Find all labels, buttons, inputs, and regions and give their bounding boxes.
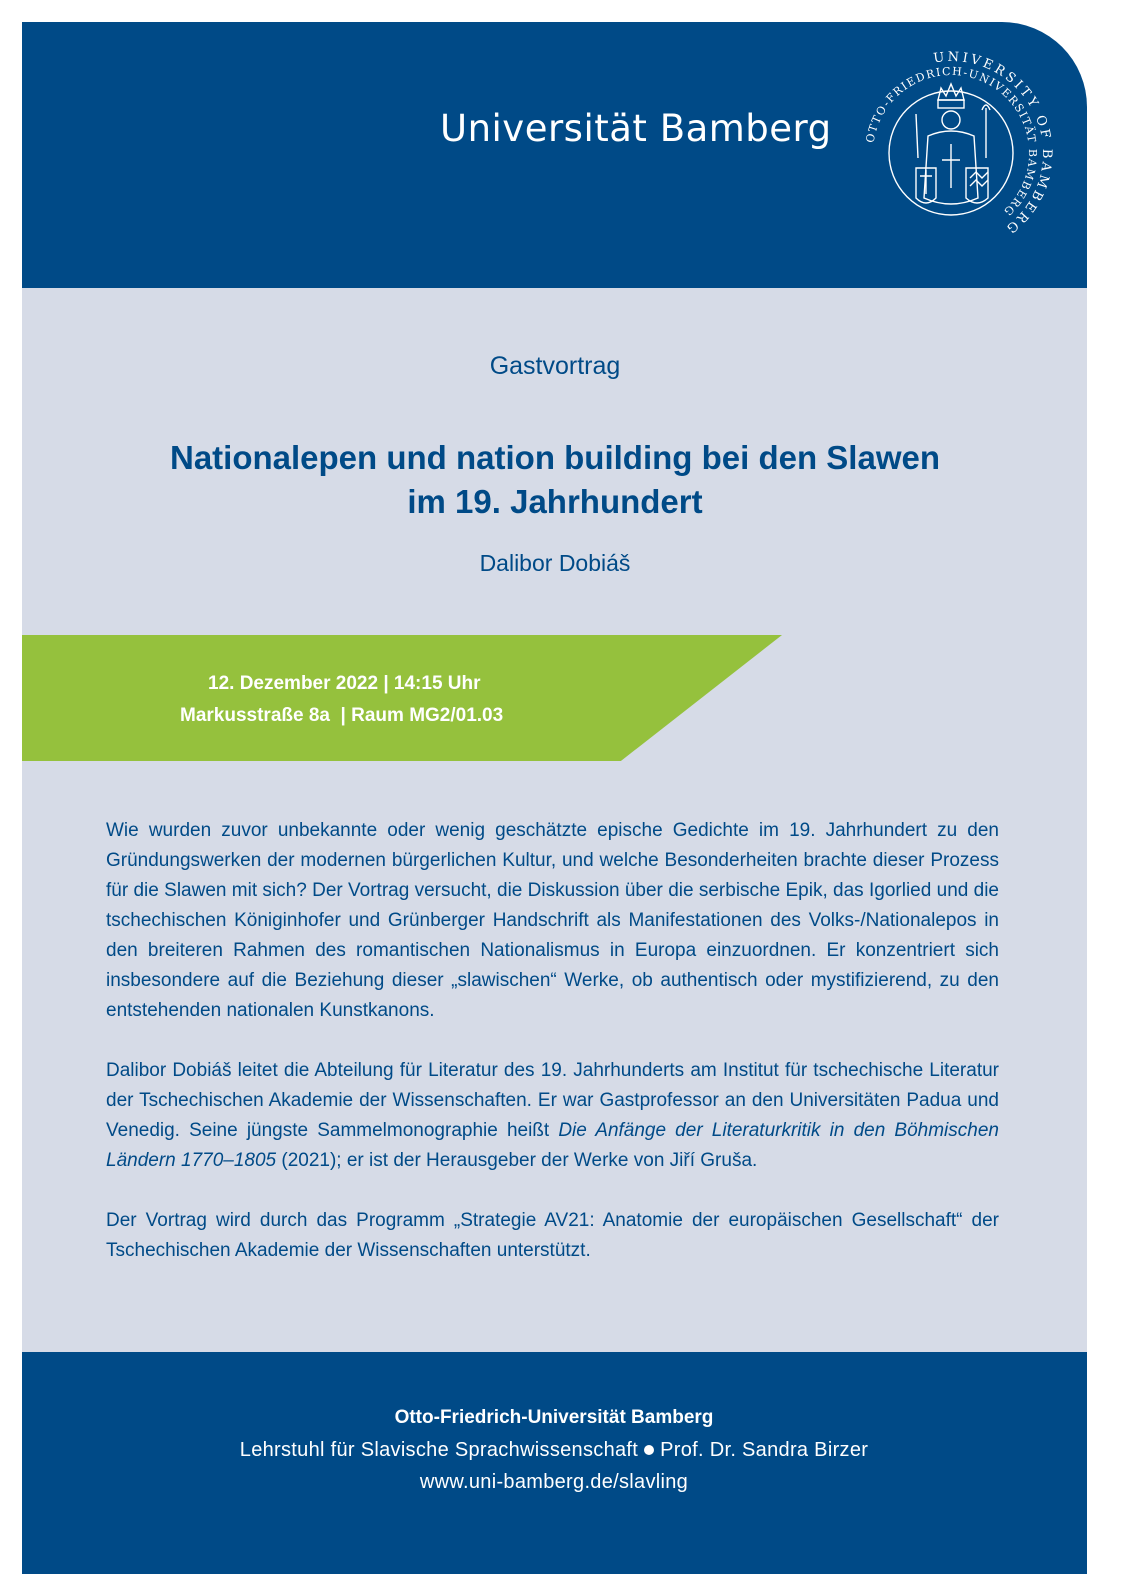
date-location-text <box>180 668 580 732</box>
footer-professor: Prof. Dr. Sandra Birzer <box>660 1439 869 1461</box>
footer-text <box>0 1402 1108 1498</box>
event-description <box>106 816 999 1266</box>
event-datetime: 12. Dezember 2022 | 14:15 Uhr <box>208 673 481 694</box>
footer-organization: Otto-Friedrich-Universität Bamberg <box>394 1407 714 1428</box>
footer-chair-line <box>0 1434 1108 1466</box>
bio-text-after: (2021); er ist der Herausgeber der Werke von Jiří Gruša. <box>276 1150 758 1171</box>
footer-website-link[interactable]: www.uni-bamberg.de/slavling <box>419 1471 689 1493</box>
abstract-paragraph: Wie wurden zuvor unbekannte oder wenig geschätzte epische Gedichte im 19. Jahrhundert zu den Gründungswerken der modernen bürgerlichen Kultur, und welche Besonderheiten brachte dieser Prozess für die Slawen mit sich? Der Vortrag versucht, die Diskussion über die serbische Epik, das Igorlied und die tschechischen Königinhofer und Grünberger Handschrift als Manifestationen des Volks-/Nationalepos in den breiteren Rahmen des romantischen Nationalismus in Europa einzuordnen. Er konzentriert sich insbesondere auf die Beziehung dieser „slawischen“ Werke, ob authentisch oder mystifizierend, zu den entstehenden nationalen Kunstkanons. <box>106 820 999 1021</box>
event-type: Gastvortrag <box>489 352 621 380</box>
seal-inner-text: OTTO-FRIEDRICH-UNIVERSITÄT BAMBERG <box>863 64 1040 219</box>
speaker-name: Dalibor Dobiáš <box>479 550 631 576</box>
event-title <box>0 436 1110 524</box>
event-location: Markusstraße 8a | Raum MG2/01.03 <box>180 705 504 726</box>
bullet-separator-icon <box>644 1445 654 1455</box>
bio-text-before: Dalibor Dobiáš leitet die Abteilung für Literatur des 19. Jahrhunderts am Institut für tschechische Literatur der Tschechischen Akademie der Wissenschaften. Er war Gastprofessor an den Universitäten Padua und Venedig. Seine jüngste Sammelmonographie heißt <box>106 1060 999 1141</box>
event-title-line1: Nationalepen und nation building bei den Slawen <box>169 439 941 476</box>
footer-chair: Lehrstuhl für Slavische Sprachwissenschaft <box>239 1439 639 1461</box>
university-seal-logo <box>846 48 1056 258</box>
seal-outer-text: UNIVERSITY OF BAMBERG <box>932 49 1055 238</box>
event-title-line2: im 19. Jahrhundert <box>407 483 703 520</box>
university-name: Universität Bamberg <box>440 107 832 150</box>
book-title: Die Anfänge der Literaturkritik in den Böhmischen Ländern 1770–1805 <box>106 1120 999 1171</box>
funding-paragraph: Der Vortrag wird durch das Programm „Strategie AV21: Anatomie der europäischen Gesellschaft“ der Tschechischen Akademie der Wissenschaften unterstützt. <box>106 1210 999 1261</box>
speaker-bio-paragraph <box>106 1056 999 1176</box>
